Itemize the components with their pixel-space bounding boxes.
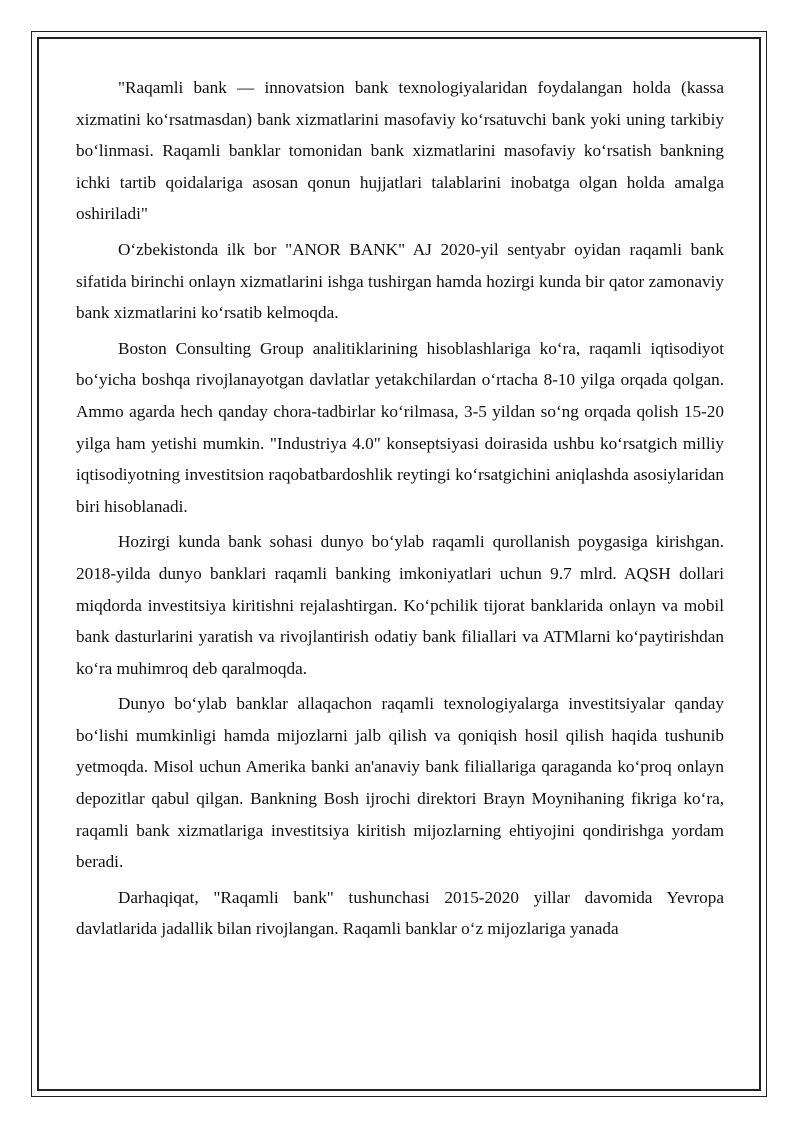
paragraph-global-investments: Dunyo bo‘ylab banklar allaqachon raqamli texnologiyalarga investitsiyalar qanday bo‘lishi mumkinligi hamda mijozlarni jalb qilish va qoniqish hosil qilish haqida tushunib yetmoqda. Misol uchun Amerika banki an'anaviy bank filiallariga qaraganda ko‘proq onlayn depozitlar qabul qilgan. Bankning Bosh ijrochi direktori Brayn Moynihaning fikriga ko‘ra, raqamli bank xizmatlariga investitsiya kiritish mijozlarning ehtiyojini qondirishga yordam beradi.: [76, 694, 724, 872]
paragraph-digital-bank-definition: "Raqamli bank — innovatsion bank texnologiyalaridan foydalangan holda (kassa xizmatini ko‘rsatmasdan) bank xizmatlarini masofaviy ko‘rsatuvchi bank yoki uning tarkibiy bo‘linmasi. Raqamli banklar tomonidan bank xizmatlarini masofaviy ko‘rsatish bankning ichki tartib qoidalariga asosan qonun hujjatlari talablarini inobatga olgan holda amalga oshiriladi": [76, 78, 724, 224]
paragraph-bcg-analysis: Boston Consulting Group analitiklarining hisoblashlariga ko‘ra, raqamli iqtisodiyot bo‘yicha boshqa rivojlanayotgan davlatlar yetakchilardan o‘rtacha 8-10 yilga orqada qolgan. Ammo agarda hech qanday chora-tadbirlar ko‘rilmasa, 3-5 yildan so‘ng orqada qolish 15-20 yilga ham yetishi mumkin. "Industriya 4.0" konseptsiyasi doirasida ushbu ko‘rsatgich milliy iqtisodiyotning investitsion raqobatbardoshlik reytingi ko‘rsatgichini aniqlashda asosiylaridan biri hisoblanadi.: [76, 338, 724, 516]
paragraph-europe-development: Darhaqiqat, "Raqamli bank" tushunchasi 2015-2020 yillar davomida Yevropa davlatlarida jadallik bilan rivojlangan. Raqamli banklar o‘z mijozlariga yanada: [76, 887, 724, 939]
paragraph-digital-arms-race: Hozirgi kunda bank sohasi dunyo bo‘ylab raqamli qurollanish poygasiga kirishgan. 2018-yilda dunyo banklari raqamli banking imkoniyatlari uchun 9.7 mlrd. AQSH dollari miqdorda investitsiya kiritishni rejalashtirgan. Ko‘pchilik tijorat banklarida onlayn va mobil bank dasturlarini yaratish va rivojlantirish odatiy bank filiallari va ATMlarni ko‘paytirishdan ko‘ra muhimroq deb qaralmoqda.: [76, 532, 724, 678]
paragraph-anor-bank: O‘zbekistonda ilk bor "ANOR BANK" AJ 2020-yil sentyabr oyidan raqamli bank sifatida birinchi onlayn xizmatlarini ishga tushirgan hamda hozirgi kunda bir qator zamonaviy bank xizmatlarini ko‘rsatib kelmoqda.: [76, 239, 724, 323]
document-body: [76, 72, 724, 949]
